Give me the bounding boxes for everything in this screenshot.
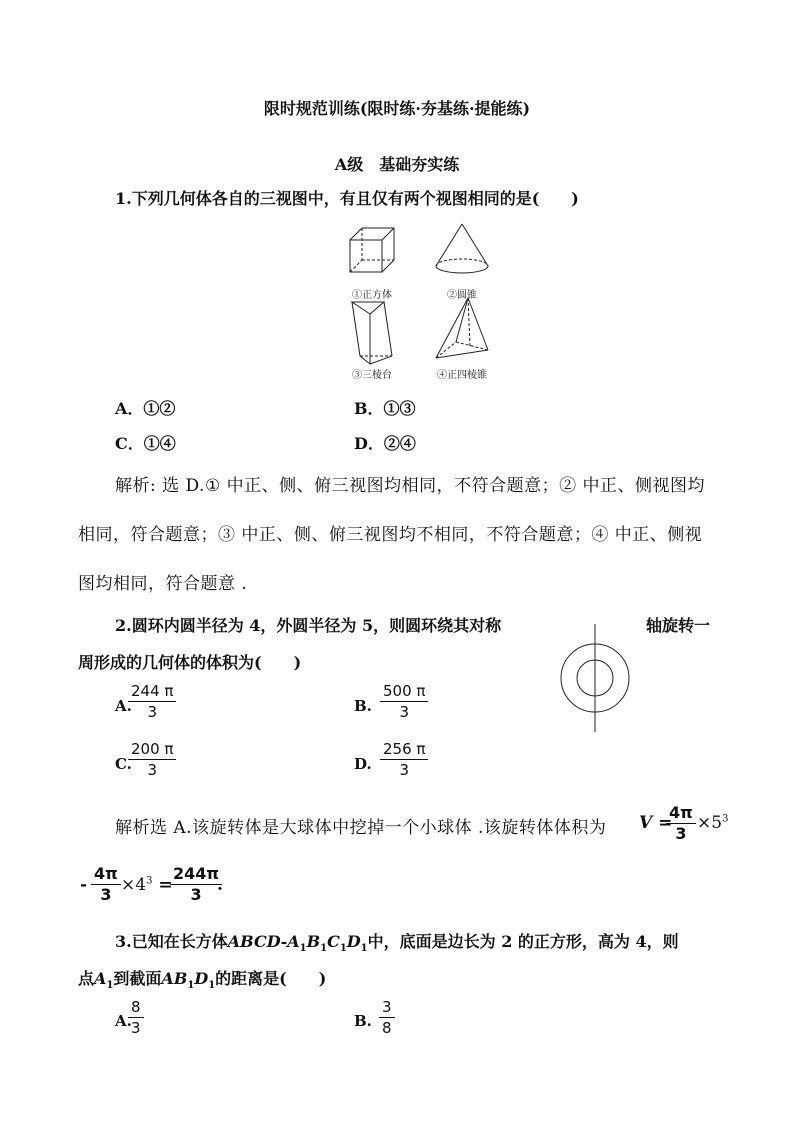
q2-option-b-label[interactable]: B. <box>354 697 372 715</box>
q2-exp-b: 3 <box>146 875 153 887</box>
q3-l2-b: 到截面 <box>113 969 162 988</box>
q2-option-c-den: 3 <box>128 759 176 780</box>
q2-solution-times-5 <box>697 813 728 833</box>
q3-l2-c: 的距离是( ) <box>215 969 327 988</box>
q2-exp-a: 3 <box>722 813 729 825</box>
q2-f1-den: 3 <box>666 823 696 844</box>
q2-times-5-text: ×5 <box>697 813 723 833</box>
q2-option-c-label[interactable]: C. <box>115 755 132 773</box>
q3-l2-sub-1: 1 <box>106 980 114 992</box>
q2-option-b-den: 3 <box>380 701 428 722</box>
q1-solution-line-2: 相同，符合题意；③ 中正、侧、俯三视图均不相同，不符合题意；④ 中正、侧视 <box>78 525 703 545</box>
q3-sub-4: 1 <box>360 943 368 955</box>
q3-option-b-den: 8 <box>379 1017 395 1038</box>
q3-option-b-label[interactable]: B. <box>354 1012 372 1030</box>
q2-option-a-num: 244 π <box>131 682 174 700</box>
q2-option-d-fraction[interactable] <box>380 739 428 780</box>
q3-option-b-num: 3 <box>382 998 392 1016</box>
caption-frustum: ③三棱台 <box>352 370 392 381</box>
question-1-stem: 1.下列几何体各自的三视图中，有且仅有两个视图相同的是( ) <box>115 189 579 208</box>
q3-option-a-den: 3 <box>128 1017 144 1038</box>
q2-solution-fraction-1 <box>666 803 696 844</box>
q2-f3-num: 244π <box>173 864 220 883</box>
question-3-stem-line-2 <box>78 966 326 991</box>
section-heading: A级 基础夯实练 <box>334 155 460 174</box>
q2-option-a-label[interactable]: A. <box>115 697 132 715</box>
q3-l2-a: 点 <box>78 969 95 988</box>
annulus-figure <box>555 622 635 734</box>
q2-option-b-fraction[interactable] <box>380 681 428 722</box>
q3-option-a-num: 8 <box>131 998 141 1016</box>
q2-v-equals: = <box>652 813 673 833</box>
caption-cube: ①正方体 <box>352 290 392 301</box>
q2-option-a-fraction[interactable] <box>128 681 176 722</box>
q3-sub-2: 1 <box>320 943 328 955</box>
q1-option-c[interactable]: C．①④ <box>115 434 176 453</box>
question-2-stem-line-1-end: 轴旋转一 <box>646 616 711 635</box>
q1-solution-line-1: 解析: 选 D.① 中正、侧、俯三视图均相同，不符合题意；② 中正、侧视图均 <box>115 476 706 496</box>
page-title: 限时规范训练(限时练·夯基练·提能练) <box>263 99 531 118</box>
q3-stem-a: 3.已知在长方体 <box>115 932 228 951</box>
q3-l2-ab: AB <box>161 969 188 988</box>
pyramid-figure <box>436 298 488 358</box>
q2-option-d-label[interactable]: D. <box>354 755 372 773</box>
q2-solution-minus: - <box>80 875 88 895</box>
q2-equals: = <box>152 875 173 895</box>
q1-option-d[interactable]: D．②④ <box>354 434 416 453</box>
q2-times-4-text: ×4 <box>121 875 147 895</box>
q3-c1: C <box>327 932 340 951</box>
q2-option-c-fraction[interactable] <box>128 739 176 780</box>
q2-solution-fraction-3 <box>170 864 222 905</box>
cube-figure <box>350 228 394 272</box>
q3-stem-b: 中，底面是边长为 2 的正方形，高为 4，则 <box>367 932 679 951</box>
q1-option-b[interactable]: B．①③ <box>354 399 416 418</box>
caption-pyramid: ④正四棱锥 <box>437 370 487 381</box>
q3-l2-d: D <box>194 969 209 988</box>
frustum-figure <box>352 302 392 364</box>
q1-solution-line-3: 图均相同，符合题意 . <box>78 574 248 594</box>
q3-l2-sub-3: 1 <box>208 980 216 992</box>
q2-solution-period: . <box>217 875 223 895</box>
q3-option-a-fraction[interactable] <box>128 997 144 1038</box>
q2-solution-fraction-2 <box>91 864 121 905</box>
q3-dash: - <box>280 932 288 951</box>
q2-option-a-den: 3 <box>128 701 176 722</box>
q2-option-b-num: 500 π <box>383 682 426 700</box>
q2-f3-den: 3 <box>170 884 222 905</box>
q2-option-d-num: 256 π <box>383 740 426 758</box>
q3-abcd: ABCD <box>227 932 281 951</box>
q2-f2-den: 3 <box>91 884 121 905</box>
q3-l2-point: A <box>94 969 107 988</box>
q3-d1: D <box>346 932 361 951</box>
q2-solution-times-4 <box>121 875 173 895</box>
q2-v-symbol: V <box>639 813 653 833</box>
q3-option-a-label[interactable]: A. <box>115 1012 132 1030</box>
caption-cone: ②圆锥 <box>447 290 477 301</box>
question-2-stem-line-1: 2.圆环内圆半径为 4，外圆半径为 5，则圆环绕其对称 <box>115 616 502 635</box>
q2-option-d-den: 3 <box>380 759 428 780</box>
question-3-stem-line-1 <box>115 929 679 954</box>
q3-l2-sub-2: 1 <box>187 980 195 992</box>
q2-f1-num: 4π <box>669 803 693 822</box>
q2-option-c-num: 200 π <box>131 740 174 758</box>
q3-sub-1: 1 <box>299 943 307 955</box>
q3-sub-3: 1 <box>339 943 347 955</box>
q2-f2-num: 4π <box>94 864 118 883</box>
q3-a1: A <box>287 932 300 951</box>
q2-solution-text: 解析选 A.该旋转体是大球体中挖掉一个小球体 .该旋转体体积为 <box>115 818 607 838</box>
cone-figure <box>436 224 488 273</box>
question-2-stem-line-2: 周形成的几何体的体积为( ) <box>78 653 302 672</box>
q3-option-b-fraction[interactable] <box>379 997 395 1038</box>
q1-option-a[interactable]: A．①② <box>115 399 176 418</box>
q3-b1: B <box>306 932 321 951</box>
